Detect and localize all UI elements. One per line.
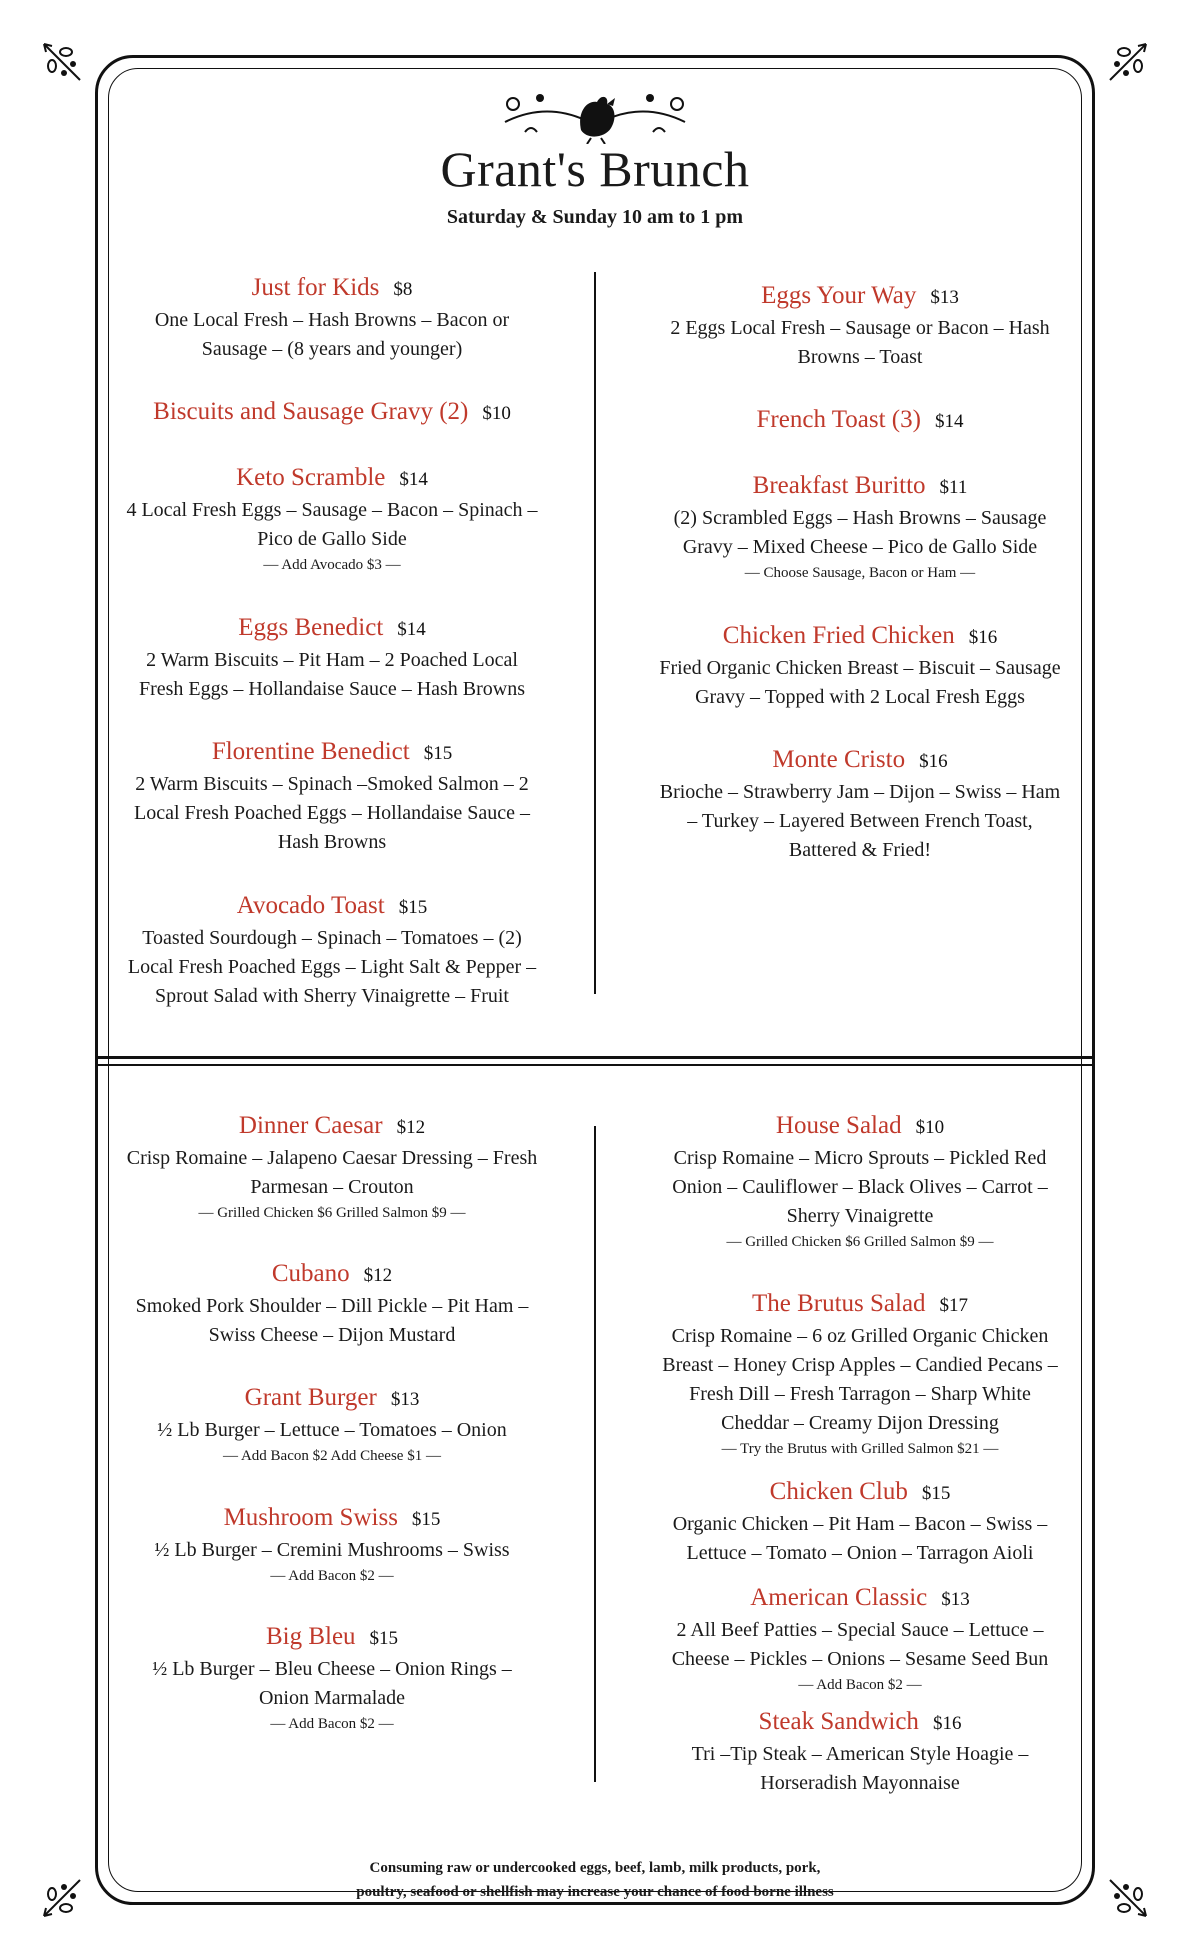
menu-item — [625, 744, 1095, 865]
floral-corner-icon — [1106, 40, 1150, 84]
item-desc-line: Battered & Fried! — [788, 839, 932, 861]
item-desc-line: Onion – Cauliflower – Black Olives – Carrot – — [672, 1176, 1048, 1198]
item-desc-line: ½ Lb Burger – Cremini Mushrooms – Swiss — [154, 1539, 510, 1561]
item-desc-line: Crisp Romaine – Micro Sprouts – Pickled Red — [673, 1147, 1047, 1169]
menu-item — [625, 1476, 1095, 1568]
item-name: Eggs Your Way — [761, 282, 917, 309]
item-desc-line: Lettuce – Tomato – Onion – Tarragon Aioli — [686, 1542, 1034, 1564]
item-desc-line: Brioche – Strawberry Jam – Dijon – Swiss – Ham — [659, 781, 1061, 803]
section-divider — [98, 1064, 1092, 1066]
item-name: House Salad — [775, 1112, 902, 1139]
item-price: $15 — [369, 1628, 399, 1649]
item-note: — Add Avocado $3 — — [263, 557, 401, 573]
menu-item — [97, 1621, 567, 1735]
page-title: Grant's Brunch — [440, 141, 750, 197]
item-note: — Grilled Chicken $6 Grilled Salmon $9 — — [726, 1234, 994, 1250]
item-note: — Try the Brutus with Grilled Salmon $21 — — [721, 1441, 999, 1457]
rooster-crest-icon — [495, 82, 695, 144]
item-price: $13 — [390, 1389, 420, 1410]
item-desc-line: Hash Browns — [277, 831, 387, 853]
item-desc-line: ½ Lb Burger – Bleu Cheese – Onion Rings – — [152, 1658, 512, 1680]
item-desc-line: – Turkey – Layered Between French Toast, — [687, 810, 1033, 832]
item-desc-line: Cheese – Pickles – Onions – Sesame Seed Bun — [671, 1648, 1049, 1670]
item-name: Big Bleu — [265, 1623, 356, 1650]
item-price: $15 — [423, 743, 453, 764]
column-divider — [594, 272, 596, 994]
item-price: $14 — [399, 469, 428, 490]
item-name: Biscuits and Sausage Gravy (2) — [153, 398, 469, 425]
item-name: Steak Sandwich — [758, 1708, 919, 1735]
item-price: $14 — [397, 619, 426, 640]
item-desc-line: Crisp Romaine – Jalapeno Caesar Dressing – Fresh — [126, 1147, 538, 1169]
item-name: Eggs Benedict — [238, 614, 384, 641]
item-name: Just for Kids — [251, 274, 380, 301]
item-note: — Add Bacon $2 — — [270, 1568, 394, 1584]
item-price: $11 — [939, 477, 968, 498]
menu-item — [97, 1382, 567, 1467]
item-desc-line: Horseradish Mayonnaise — [760, 1772, 960, 1794]
item-price: $8 — [393, 279, 413, 300]
item-desc-line: Browns – Toast — [797, 346, 923, 368]
item-price: $10 — [915, 1117, 945, 1138]
item-desc-line: Sherry Vinaigrette — [786, 1205, 934, 1227]
item-desc-line: Gravy – Mixed Cheese – Pico de Gallo Side — [682, 536, 1038, 558]
menu-item — [625, 1582, 1095, 1696]
menu-item — [625, 1706, 1095, 1798]
item-price: $10 — [482, 403, 511, 424]
item-desc-line: Parmesan – Crouton — [250, 1176, 414, 1198]
menu-item — [97, 272, 567, 364]
item-desc-line: Gravy – Topped with 2 Local Fresh Eggs — [695, 686, 1025, 708]
menu-item — [97, 1502, 567, 1587]
menu-item — [625, 404, 1095, 438]
item-desc-line: Cheddar – Creamy Dijon Dressing — [721, 1412, 999, 1434]
item-desc-line: 2 All Beef Patties – Special Sauce – Lettuce – — [676, 1619, 1044, 1641]
item-price: $12 — [396, 1117, 426, 1138]
item-desc-line: Crisp Romaine – 6 oz Grilled Organic Chicken — [671, 1325, 1049, 1347]
item-price: $12 — [363, 1265, 393, 1286]
allergy-disclaimer — [0, 1856, 1190, 1904]
item-desc-line: Pico de Gallo Side — [257, 528, 407, 550]
item-name: Florentine Benedict — [211, 738, 410, 765]
item-desc-line: Smoked Pork Shoulder – Dill Pickle – Pit Ham – — [135, 1295, 529, 1317]
item-desc-line: Swiss Cheese – Dijon Mustard — [208, 1324, 456, 1346]
item-note: — Add Bacon $2 — — [270, 1716, 394, 1732]
item-desc-line: Tri –Tip Steak – American Style Hoagie – — [691, 1743, 1029, 1765]
item-desc-line: Breast – Honey Crisp Apples – Candied Pecans – — [662, 1354, 1058, 1376]
item-name: Cubano — [271, 1260, 350, 1287]
floral-corner-icon — [40, 40, 84, 84]
page-subtitle: Saturday & Sunday 10 am to 1 pm — [446, 206, 744, 228]
item-desc-line: One Local Fresh – Hash Browns – Bacon or — [154, 309, 510, 331]
item-desc-line: Onion Marmalade — [258, 1687, 406, 1709]
item-price: $16 — [968, 627, 998, 648]
menu-item — [97, 612, 567, 704]
item-name: Grant Burger — [244, 1384, 377, 1411]
disclaimer-line: Consuming raw or undercooked eggs, beef, lamb, milk products, pork, — [369, 1860, 821, 1876]
item-desc-line: 2 Warm Biscuits – Pit Ham – 2 Poached Local — [146, 649, 518, 671]
item-name: Monte Cristo — [772, 746, 906, 773]
item-name: French Toast (3) — [756, 406, 921, 433]
item-price: $16 — [932, 1713, 962, 1734]
item-price: $17 — [939, 1295, 969, 1316]
item-note: — Grilled Chicken $6 Grilled Salmon $9 — — [198, 1205, 466, 1221]
item-name: Mushroom Swiss — [223, 1504, 398, 1531]
item-name: Avocado Toast — [236, 892, 385, 919]
item-price: $14 — [934, 411, 964, 432]
item-desc-line: Fried Organic Chicken Breast – Biscuit – Sausage — [659, 657, 1061, 679]
column-divider — [594, 1126, 596, 1782]
item-desc-line: Sausage – (8 years and younger) — [201, 338, 463, 360]
item-price: $15 — [398, 897, 428, 918]
menu-item — [97, 736, 567, 857]
item-desc-line: Toasted Sourdough – Spinach – Tomatoes – (2) — [142, 927, 522, 949]
item-note: — Choose Sausage, Bacon or Ham — — [744, 565, 976, 581]
item-desc-line: Fresh Dill – Fresh Tarragon – Sharp White — [689, 1383, 1031, 1405]
item-price: $13 — [941, 1589, 970, 1610]
item-name: Chicken Fried Chicken — [722, 622, 955, 649]
item-price: $16 — [919, 751, 948, 772]
item-price: $15 — [411, 1509, 441, 1530]
item-name: Keto Scramble — [236, 464, 386, 491]
disclaimer-line: poultry, seafood or shellfish may increase your chance of food borne illness — [356, 1884, 834, 1900]
item-desc-line: 2 Warm Biscuits – Spinach –Smoked Salmon – 2 — [135, 773, 529, 795]
item-desc-line: Sprout Salad with Sherry Vinaigrette – Fruit — [155, 985, 509, 1007]
menu-item — [625, 1288, 1095, 1460]
menu-item — [97, 462, 567, 576]
item-price: $15 — [921, 1483, 951, 1504]
item-name: Dinner Caesar — [238, 1112, 383, 1139]
menu-item — [97, 396, 567, 430]
item-note: — Add Bacon $2 — — [798, 1677, 922, 1693]
item-name: The Brutus Salad — [751, 1290, 926, 1317]
section-divider — [98, 1056, 1092, 1059]
item-desc-line: 4 Local Fresh Eggs – Sausage – Bacon – Spinach – — [126, 499, 538, 521]
menu-item — [97, 1110, 567, 1224]
item-name: American Classic — [750, 1584, 928, 1611]
item-desc-line: 2 Eggs Local Fresh – Sausage or Bacon – Hash — [670, 317, 1050, 339]
item-desc-line: Local Fresh Poached Eggs – Light Salt & Pepper – — [127, 956, 537, 978]
item-price: $13 — [930, 287, 959, 308]
menu-item — [625, 280, 1095, 372]
menu-item — [97, 1258, 567, 1350]
menu-item — [97, 890, 567, 1011]
item-desc-line: ½ Lb Burger – Lettuce – Tomatoes – Onion — [157, 1419, 507, 1441]
item-name: Chicken Club — [769, 1478, 908, 1505]
menu-item — [625, 620, 1095, 712]
item-desc-line: Local Fresh Poached Eggs – Hollandaise Sauce – — [133, 802, 530, 824]
item-desc-line: Organic Chicken – Pit Ham – Bacon – Swiss – — [672, 1513, 1048, 1535]
menu-item — [625, 470, 1095, 584]
item-note: — Add Bacon $2 Add Cheese $1 — — [223, 1448, 441, 1464]
menu-item — [625, 1110, 1095, 1253]
item-desc-line: Fresh Eggs – Hollandaise Sauce – Hash Browns — [138, 678, 526, 700]
item-name: Breakfast Buritto — [752, 472, 926, 499]
item-desc-line: (2) Scrambled Eggs – Hash Browns – Sausage — [673, 507, 1047, 529]
